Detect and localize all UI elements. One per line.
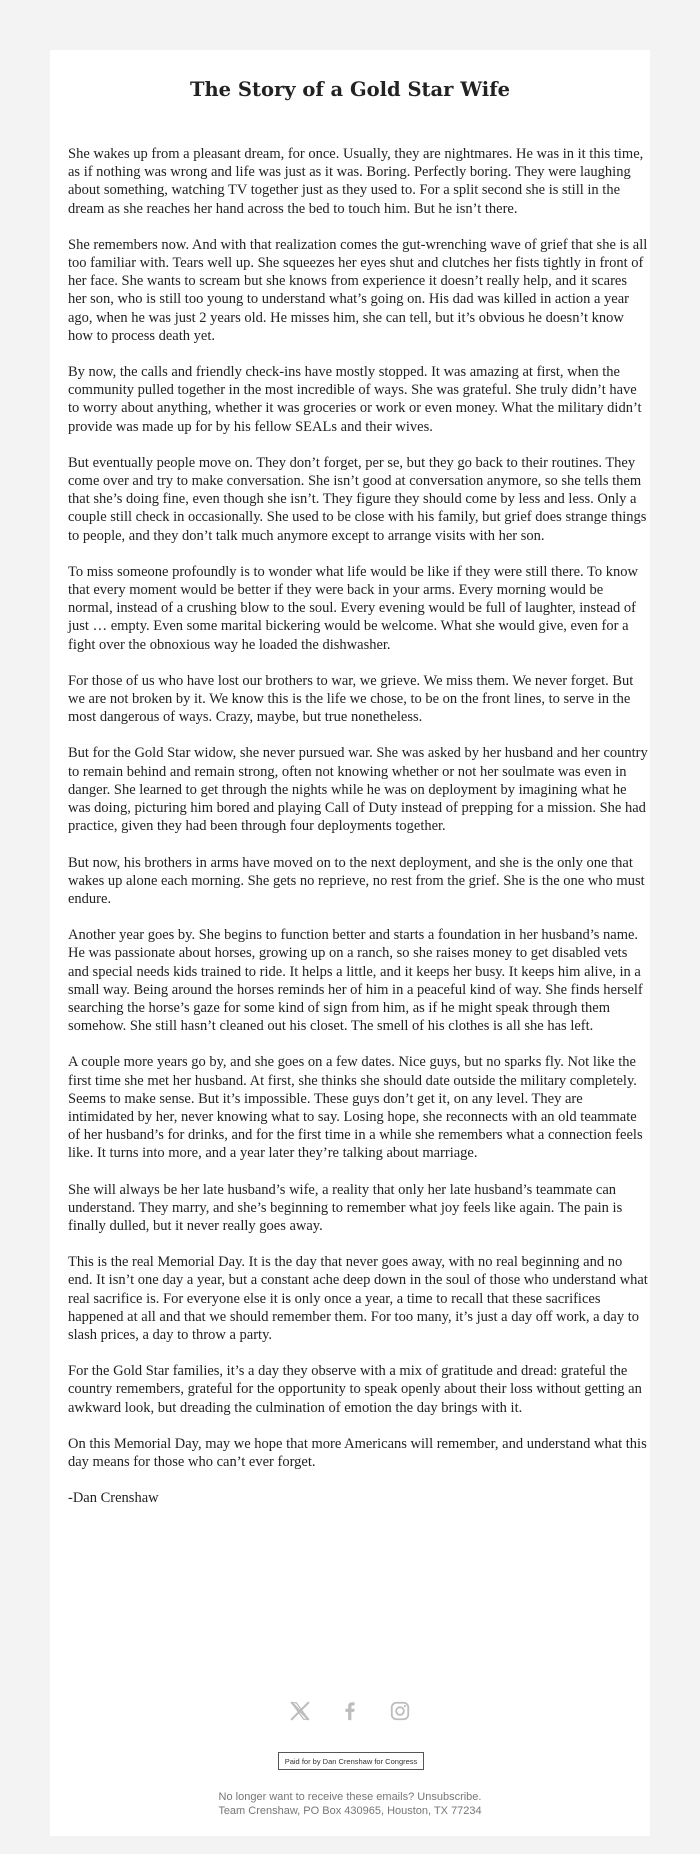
article-body — [68, 145, 648, 1525]
article-paragraph: On this Memorial Day, may we hope that more Americans will remember, and understand what this day means for those who can’t ever forget. — [68, 1435, 647, 1470]
facebook-icon[interactable] — [339, 1700, 361, 1722]
unsubscribe-link[interactable]: Unsubscribe. — [417, 1791, 482, 1803]
mailing-address: Team Crenshaw, PO Box 430965, Houston, TX 77234 — [218, 1805, 482, 1817]
article-paragraph: A couple more years go by, and she goes on a few dates. Nice guys, but no sparks fly. Not like the first time she met her husband. At first, she thinks she should date outside the military completely. Seems to make sense. But it’s impossible. These guys don’t get it, on any level. They are intimidated by her, never knowing what to say. Losing hope, she reconnects with an old teammate of her husband’s for drinks, and for the first time in a while she remembers what a connection feels like. It turns into more, and a year later they’re talking about marriage. — [68, 1054, 643, 1162]
article-paragraph: For those of us who have lost our brothers to war, we grieve. We miss them. We never forget. But we are not broken by it. We know this is the life we chose, to be on the front lines, to serve in the most dangerous of ways. Crazy, maybe, but true nonetheless. — [68, 672, 634, 726]
instagram-icon[interactable] — [389, 1700, 411, 1722]
article-paragraph: She will always be her late husband’s wife, a reality that only her late husband’s teammate can understand. They marry, and she’s beginning to remember what joy feels like again. The pain is finally dulled, but it never really goes away. — [68, 1181, 623, 1234]
article-paragraph: But for the Gold Star widow, she never pursued war. She was asked by her husband and her country to remain behind and remain strong, often not knowing whether or not her soulmate was even in danger. She learned to get through the nights while he was on deployment by imagining what he was doing, picturing him bored and playing Call of Duty instead of prepping for a mission. She had practice, given they had been through four deployments together. — [68, 745, 648, 835]
article-title: The Story of a Gold Star Wife — [189, 78, 511, 101]
article-paragraph: But eventually people move on. They don’t forget, per se, but they go back to their routines. They come over and try to make conversation. She isn’t good at conversation anymore, so she tells them that she’s doing fine, even though she isn’t. They figure they should come by less and less. Only a couple still check in occasionally. She used to be close with his family, but grief does strange things to people, and they don’t talk much anymore except to arrange visits with her son. — [68, 454, 647, 544]
email-card — [50, 50, 650, 1836]
article-paragraph: She wakes up from a pleasant dream, for once. Usually, they are nightmares. He was in it this time, as if nothing was wrong and life was just as it was. Boring. Perfectly boring. They were laughing about something, watching TV together just as they used to. For a split second she is still in the dream as she reaches her hand across the bed to touch him. But he isn’t there. — [68, 146, 644, 217]
paid-for-disclaimer: Paid for by Dan Crenshaw for Congress — [278, 1752, 424, 1770]
article-paragraph: By now, the calls and friendly check-ins have mostly stopped. It was amazing at first, when the community pulled together in the most incredible of ways. She was grateful. She truly didn’t have to worry about anything, whether it was groceries or work or even money. What the military didn’t provide was made up for by his fellow SEALs and their wives. — [68, 364, 642, 435]
email-footer — [50, 1790, 650, 1818]
author-signature: -Dan Crenshaw — [68, 1490, 159, 1507]
article-paragraph: She remembers now. And with that realization comes the gut-wrenching wave of grief that she is all too familiar with. Tears well up. She squeezes her eyes shut and clutches her fists tightly in front of her face. She wants to scream but she knows from experience it doesn’t really help, and it scares her son, who is still too young to understand what’s going on. His dad was killed in action a year ago, when he was just 2 years old. He misses him, she can tell, but it’s obvious he doesn’t know how to process death yet. — [68, 236, 648, 344]
unsubscribe-line — [50, 1790, 650, 1804]
social-links — [50, 1700, 650, 1722]
article-paragraph: For the Gold Star families, it’s a day they observe with a mix of gratitude and dread: grateful the country remembers, grateful for the opportunity to speak openly about their loss without getting an awkward look, but dreading the culmination of emotion the day brings with it. — [68, 1363, 642, 1416]
article-paragraph: But now, his brothers in arms have moved on to the next deployment, and she is the only one that wakes up alone each morning. She gets no reprieve, no rest from the grief. She is the one who must endure. — [68, 854, 645, 907]
article-paragraph: To miss someone profoundly is to wonder what life would be like if they were still there. To know that every moment would be better if they were back in your arms. Every morning would be normal, instead of a crushing blow to the soul. Every evening would be full of laughter, instead of just … empty. Even some marital bickering would be welcome. What she would give, even for a fight over the obnoxious way he loaded the dishwasher. — [68, 563, 638, 653]
unsubscribe-prompt: No longer want to receive these emails? — [218, 1791, 415, 1803]
x-icon[interactable] — [289, 1700, 311, 1722]
article-paragraph: This is the real Memorial Day. It is the day that never goes away, with no real beginning and no end. It isn’t one day a year, but a constant ache deep down in the soul of those who understand what real sacrifice is. For everyone else it is only once a year, a time to recall that these sacrifices happened at all and that we should remember them. For too many, it’s just a day off work, a day to slash prices, a day to throw a party. — [68, 1254, 648, 1343]
article-paragraph: Another year goes by. She begins to function better and starts a foundation in her husband’s name. He was passionate about horses, growing up on a ranch, so she raises money to get disabled vets and special needs kids trained to ride. It helps a little, and it keeps her busy. It keeps him alive, in a small way. Being around the horses reminds her of him in a peaceful kind of way. She finds herself searching the horse’s gaze for some kind of sign from him, as if he might speak through them somehow. She still hasn’t cleaned out his closet. The smell of his clothes is all she has left. — [68, 927, 643, 1035]
